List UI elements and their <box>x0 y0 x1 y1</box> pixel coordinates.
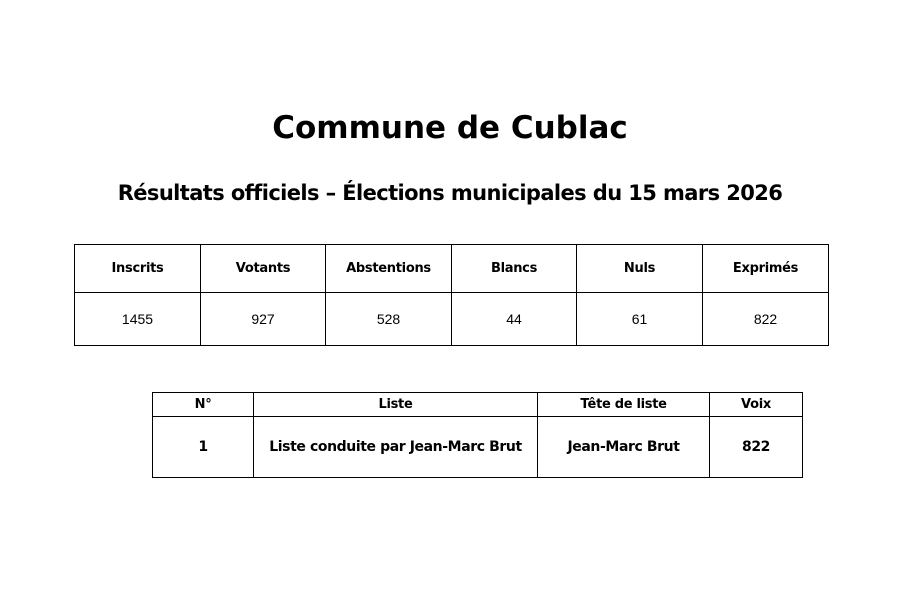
turnout-header-row <box>75 245 829 293</box>
value-blancs: 44 <box>452 293 577 346</box>
header-tete-de-liste: Tête de liste <box>538 393 710 417</box>
turnout-table <box>74 244 829 346</box>
header-voix: Voix <box>710 393 803 417</box>
page-subtitle: Résultats officiels – Élections municipales du 15 mars 2026 <box>117 181 783 205</box>
results-header-row <box>153 393 803 417</box>
turnout-values-row <box>75 293 829 346</box>
header-votants: Votants <box>201 245 326 293</box>
value-abstentions: 528 <box>326 293 452 346</box>
table-row <box>153 417 803 478</box>
cell-liste: Liste conduite par Jean-Marc Brut <box>254 417 538 478</box>
cell-tete-de-liste: Jean-Marc Brut <box>538 417 710 478</box>
value-nuls: 61 <box>577 293 703 346</box>
value-votants: 927 <box>201 293 326 346</box>
cell-numero: 1 <box>153 417 254 478</box>
header-liste: Liste <box>254 393 538 417</box>
cell-voix: 822 <box>710 417 803 478</box>
page-title: Commune de Cublac <box>272 110 628 146</box>
results-table <box>152 392 803 478</box>
value-exprimes: 822 <box>703 293 829 346</box>
header-inscrits: Inscrits <box>75 245 201 293</box>
header-abstentions: Abstentions <box>326 245 452 293</box>
header-nuls: Nuls <box>577 245 703 293</box>
header-blancs: Blancs <box>452 245 577 293</box>
value-inscrits: 1455 <box>75 293 201 346</box>
header-numero: N° <box>153 393 254 417</box>
header-exprimes: Exprimés <box>703 245 829 293</box>
